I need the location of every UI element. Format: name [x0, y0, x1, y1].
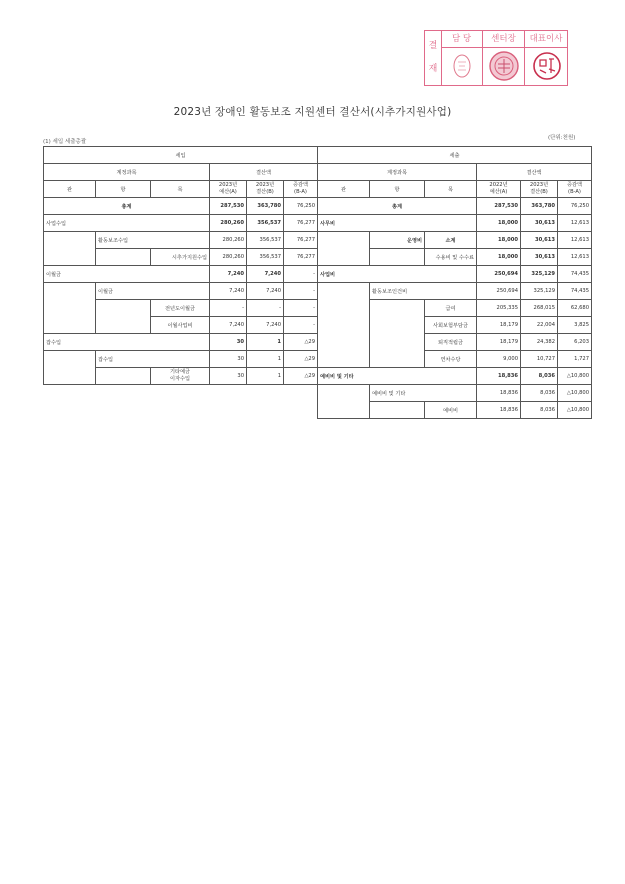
- expense-reserve-mok-diff: △10,800: [558, 402, 592, 419]
- income-total-row: [44, 198, 318, 215]
- income-misc-budget: 30: [210, 334, 247, 351]
- income-blank-cell: [96, 368, 151, 385]
- income-carryover-settle: 7,240: [247, 266, 284, 283]
- income-col-settle: 2023년 결산(B): [247, 181, 284, 198]
- expense-reserve-mok-label: 예비비: [425, 402, 477, 419]
- expense-blank-cell: [318, 283, 370, 368]
- income-business-budget: 280,260: [210, 215, 247, 232]
- income-col-hang: 항: [96, 181, 151, 198]
- income-business-diff: 76,277: [284, 215, 318, 232]
- approval-col-director: [483, 31, 525, 85]
- income-business-settle: 356,537: [247, 215, 284, 232]
- expense-severance-budget: 18,179: [477, 334, 521, 351]
- expense-labor-row: [318, 283, 592, 300]
- expense-total-diff: 76,250: [558, 198, 592, 215]
- expense-annual-leave-budget: 9,000: [477, 351, 521, 368]
- expense-operation-row: [318, 232, 592, 249]
- income-city-settle: 356,537: [247, 249, 284, 266]
- income-head-row2: [44, 181, 318, 198]
- income-total-label: 총계: [44, 198, 210, 215]
- income-carryover-biz-diff: -: [284, 317, 318, 334]
- expense-annual-leave-diff: 1,727: [558, 351, 592, 368]
- income-section-title: 세입: [44, 147, 318, 164]
- income-carryover-hang-budget: 7,240: [210, 283, 247, 300]
- expense-col-gwan: 관: [318, 181, 370, 198]
- expense-severance-diff: 6,203: [558, 334, 592, 351]
- approval-label-bottom: 재: [428, 64, 438, 74]
- approval-label-top: 결: [428, 41, 438, 51]
- expense-table: [317, 146, 592, 419]
- income-interest-settle: 1: [247, 368, 284, 385]
- expense-office-row: [318, 215, 592, 232]
- expense-head-row1: [318, 164, 592, 181]
- income-prev-carryover-label: 전년도이월금: [151, 300, 210, 317]
- income-prev-carryover-budget: -: [210, 300, 247, 317]
- income-misc-hang-diff: △29: [284, 351, 318, 368]
- expense-section-row: [318, 147, 592, 164]
- income-carryover-hang-label: 이월금: [96, 283, 210, 300]
- approval-head-director: 센터장: [483, 31, 524, 48]
- expense-business-settle: 325,129: [521, 266, 558, 283]
- income-carryover-biz-settle: 7,240: [247, 317, 284, 334]
- expense-insurance-label: 사회보험부담금: [425, 317, 477, 334]
- expense-operation-sub: 소계: [425, 232, 477, 249]
- expense-operation-label: 운영비: [370, 232, 425, 249]
- expense-total-budget: 287,530: [477, 198, 521, 215]
- expense-col-settle: 2023년 결산(B): [521, 181, 558, 198]
- expense-salary-label: 급여: [425, 300, 477, 317]
- staff-seal-icon: [452, 53, 472, 79]
- income-misc-label: 잡수입: [44, 334, 210, 351]
- income-prev-carryover-diff: -: [284, 300, 318, 317]
- expense-total-label: 총계: [318, 198, 477, 215]
- income-carryover-diff: -: [284, 266, 318, 283]
- expense-reserve-hang-row: [318, 385, 592, 402]
- income-misc-row: [44, 334, 318, 351]
- income-carryover-biz-budget: 7,240: [210, 317, 247, 334]
- income-interest-label: 기타예금 이자수입: [151, 368, 210, 385]
- income-misc-hang-settle: 1: [247, 351, 284, 368]
- expense-reserve-gwan-label: 예비비 및 기타: [318, 368, 477, 385]
- expense-insurance-budget: 18,179: [477, 317, 521, 334]
- income-city-label: 시추가지원수입: [151, 249, 210, 266]
- income-total-budget: 287,530: [210, 198, 247, 215]
- expense-annual-leave-label: 연차수당: [425, 351, 477, 368]
- expense-account-header: 계정과목: [318, 164, 477, 181]
- expense-business-row: [318, 266, 592, 283]
- expense-business-diff: 74,435: [558, 266, 592, 283]
- expense-total-row: [318, 198, 592, 215]
- expense-reserve-mok-budget: 18,836: [477, 402, 521, 419]
- expense-office-budget: 18,000: [477, 215, 521, 232]
- income-carryover-biz-label: 이월사업비: [151, 317, 210, 334]
- income-head-row1: [44, 164, 318, 181]
- income-total-settle: 363,780: [247, 198, 284, 215]
- income-city-diff: 76,277: [284, 249, 318, 266]
- expense-blank-cell: [318, 232, 370, 266]
- unit-note: (단위:천원): [548, 135, 576, 141]
- income-account-header: 계정과목: [44, 164, 210, 181]
- expense-reserve-gwan-settle: 8,036: [521, 368, 558, 385]
- income-col-mok: 목: [151, 181, 210, 198]
- director-seal-icon: [488, 50, 520, 82]
- expense-blank-cell: [370, 300, 425, 368]
- expense-col-mok: 목: [425, 181, 477, 198]
- expense-operation-settle: 30,613: [521, 232, 558, 249]
- expense-col-budget: 2022년 예산(A): [477, 181, 521, 198]
- expense-blank-cell: [370, 249, 425, 266]
- expense-col-hang: 항: [370, 181, 425, 198]
- income-misc-hang-row: [44, 351, 318, 368]
- expense-business-label: 사업비: [318, 266, 477, 283]
- income-activity-settle: 356,537: [247, 232, 284, 249]
- income-col-gwan: 관: [44, 181, 96, 198]
- expense-total-settle: 363,780: [521, 198, 558, 215]
- income-misc-diff: △29: [284, 334, 318, 351]
- expense-head-row2: [318, 181, 592, 198]
- income-activity-row: [44, 232, 318, 249]
- income-settle-header: 결산액: [210, 164, 318, 181]
- approval-head-ceo: 대표이사: [525, 31, 567, 48]
- income-carryover-budget: 7,240: [210, 266, 247, 283]
- income-business-label: 사업수입: [44, 215, 210, 232]
- expense-blank-cell: [370, 402, 425, 419]
- expense-salary-diff: 62,680: [558, 300, 592, 317]
- expense-reserve-hang-settle: 8,036: [521, 385, 558, 402]
- expense-reserve-mok-settle: 8,036: [521, 402, 558, 419]
- income-blank-cell: [96, 300, 151, 334]
- income-interest-diff: △29: [284, 368, 318, 385]
- expense-fees-diff: 12,613: [558, 249, 592, 266]
- approval-box: [424, 30, 568, 86]
- expense-col-diff: 증감액 (B-A): [558, 181, 592, 198]
- income-section-row: [44, 147, 318, 164]
- income-col-budget: 2023년 예산(A): [210, 181, 247, 198]
- expense-severance-label: 퇴직적립금: [425, 334, 477, 351]
- approval-col-ceo: [525, 31, 567, 85]
- income-activity-budget: 280,260: [210, 232, 247, 249]
- expense-reserve-hang-label: 예비비 및 기타: [370, 385, 477, 402]
- expense-business-budget: 250,694: [477, 266, 521, 283]
- income-activity-label: 활동보조수입: [96, 232, 210, 249]
- income-table: [43, 146, 318, 385]
- expense-insurance-settle: 22,004: [521, 317, 558, 334]
- income-carryover-hang-row: [44, 283, 318, 300]
- ceo-seal-icon: [532, 49, 562, 83]
- expense-salary-budget: 205,335: [477, 300, 521, 317]
- income-total-diff: 76,250: [284, 198, 318, 215]
- income-col-diff: 증감액 (B-A): [284, 181, 318, 198]
- income-carryover-hang-diff: -: [284, 283, 318, 300]
- income-blank-cell: [44, 232, 96, 266]
- expense-insurance-diff: 3,825: [558, 317, 592, 334]
- expense-blank-cell: [318, 385, 370, 419]
- expense-fees-budget: 18,000: [477, 249, 521, 266]
- document-title: 2023년 장애인 활동보조 지원센터 결산서(시추가지원사업): [173, 106, 452, 118]
- expense-fees-label: 수용비 및 수수료: [425, 249, 477, 266]
- expense-labor-diff: 74,435: [558, 283, 592, 300]
- expense-fees-settle: 30,613: [521, 249, 558, 266]
- income-carryover-row: [44, 266, 318, 283]
- expense-reserve-gwan-diff: △10,800: [558, 368, 592, 385]
- income-carryover-hang-settle: 7,240: [247, 283, 284, 300]
- expense-labor-label: 활동보조인건비: [370, 283, 477, 300]
- approval-head-staff: 담 당: [441, 31, 482, 48]
- income-blank-cell: [44, 351, 96, 385]
- expense-reserve-hang-budget: 18,836: [477, 385, 521, 402]
- expense-labor-settle: 325,129: [521, 283, 558, 300]
- income-business-row: [44, 215, 318, 232]
- expense-office-diff: 12,613: [558, 215, 592, 232]
- expense-salary-settle: 268,015: [521, 300, 558, 317]
- expense-office-settle: 30,613: [521, 215, 558, 232]
- expense-operation-diff: 12,613: [558, 232, 592, 249]
- income-carryover-label: 이월금: [44, 266, 210, 283]
- expense-labor-budget: 250,694: [477, 283, 521, 300]
- income-activity-diff: 76,277: [284, 232, 318, 249]
- approval-label: [425, 31, 442, 85]
- expense-annual-leave-settle: 10,727: [521, 351, 558, 368]
- income-blank-cell: [44, 283, 96, 334]
- expense-section-title: 세출: [318, 147, 592, 164]
- income-prev-carryover-settle: -: [247, 300, 284, 317]
- income-city-budget: 280,260: [210, 249, 247, 266]
- expense-settle-header: 결산액: [477, 164, 592, 181]
- expense-reserve-gwan-row: [318, 368, 592, 385]
- income-misc-settle: 1: [247, 334, 284, 351]
- table-caption: (1) 세입 세출총괄: [43, 139, 87, 145]
- income-blank-cell: [96, 249, 151, 266]
- expense-operation-budget: 18,000: [477, 232, 521, 249]
- income-misc-hang-label: 잡수입: [96, 351, 210, 368]
- income-interest-budget: 30: [210, 368, 247, 385]
- income-misc-hang-budget: 30: [210, 351, 247, 368]
- expense-reserve-hang-diff: △10,800: [558, 385, 592, 402]
- expense-office-label: 사무비: [318, 215, 477, 232]
- expense-severance-settle: 24,382: [521, 334, 558, 351]
- approval-col-staff: [441, 31, 483, 85]
- expense-reserve-gwan-budget: 18,836: [477, 368, 521, 385]
